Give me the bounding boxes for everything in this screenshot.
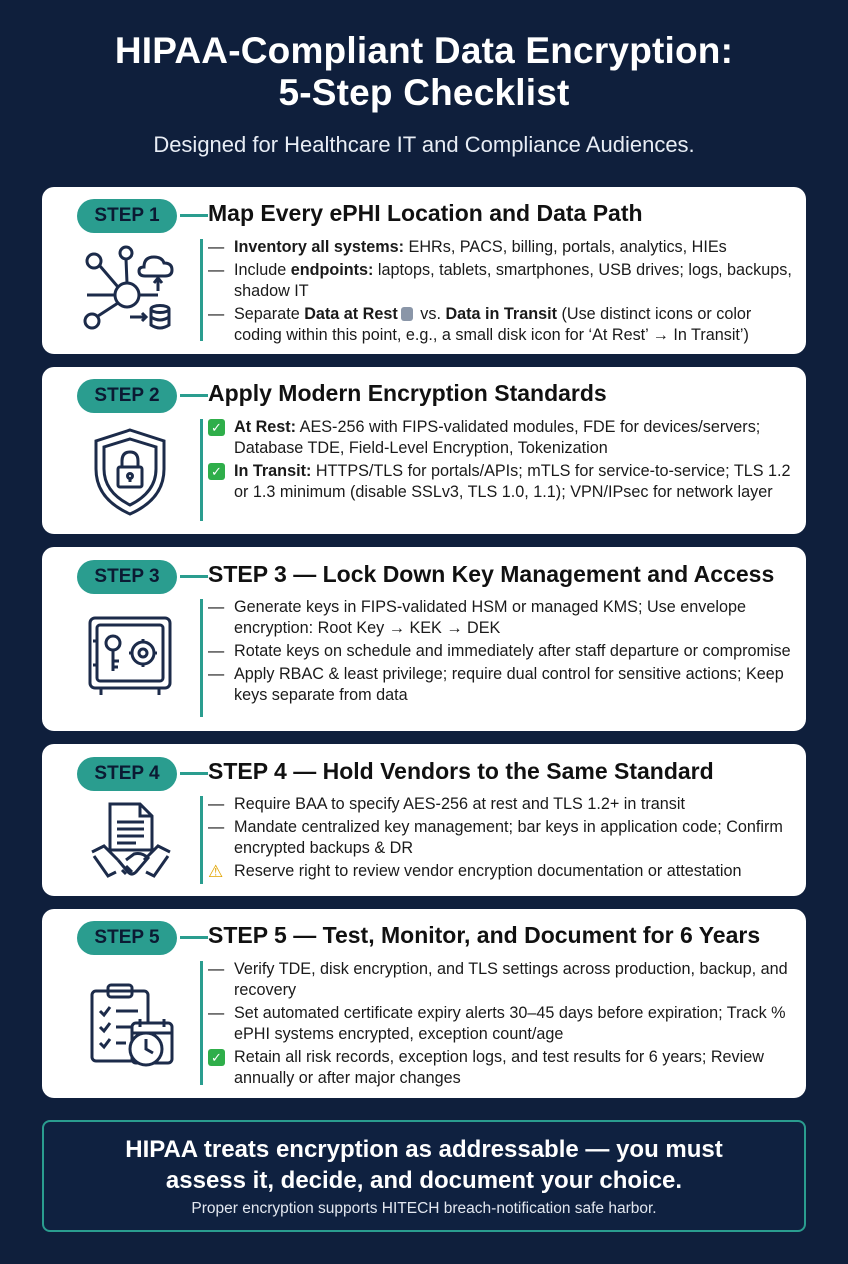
step-5-items: [208, 959, 794, 1089]
item-text: Separate: [234, 305, 305, 323]
item-bold-label: Data in Transit: [445, 305, 557, 323]
step-3-title: STEP 3 — Lock Down Key Management and Access: [208, 561, 775, 587]
item-text: Rotate keys on schedule and immediately after staff departure or compromise: [234, 642, 791, 660]
check-icon: ✓: [208, 419, 225, 436]
item-text: Reserve right to review vendor encryption documentation or attestation: [234, 862, 742, 880]
title-line-1: HIPAA-Compliant Data Encryption:: [114, 30, 734, 71]
title-line-2: 5-Step Checklist: [278, 72, 570, 113]
safe-key-icon: [87, 615, 173, 699]
step-1-badge: STEP 1: [77, 199, 177, 233]
step-divider: [200, 239, 203, 341]
footer-note: Proper encryption supports HITECH breach-notification safe harbor.: [191, 1200, 657, 1217]
badge-connector: [180, 575, 208, 578]
item-text: EHRs, PACS, billing, portals, analytics, HIEs: [404, 238, 727, 256]
list-item: [208, 817, 794, 859]
step-1-title: Map Every ePHI Location and Data Path: [208, 200, 643, 226]
step-3-items: [208, 597, 794, 706]
list-item: [208, 1003, 794, 1045]
dash-bullet: —: [208, 238, 225, 256]
list-item: [208, 597, 794, 639]
step-4-badge: STEP 4: [77, 757, 177, 791]
item-text: AES-256 with FIPS-validated modules, FDE for devices/servers; Database TDE, Field-Level Encryption, Tokenization: [234, 418, 761, 457]
item-text: (Use distinct icons or color coding within this point, e.g., a small disk icon for ‘At Rest’ → In Transit’): [234, 305, 752, 344]
item-text: Require BAA to specify AES-256 at rest and TLS 1.2+ in transit: [234, 795, 685, 813]
list-item: [208, 664, 794, 706]
step-3-badge: STEP 3: [77, 560, 177, 594]
dash-bullet: —: [208, 261, 225, 279]
list-item: [208, 260, 794, 302]
badge-connector: [180, 772, 208, 775]
step-5-title: STEP 5 — Test, Monitor, and Document for 6 Years: [208, 922, 761, 948]
badge-connector: [180, 214, 208, 217]
step-2-items: [208, 417, 794, 503]
list-item: [208, 641, 794, 662]
footer-line-2: assess it, decide, and document your choice.: [165, 1167, 683, 1194]
step-2-card: [42, 367, 806, 534]
step-4-items: [208, 794, 794, 882]
check-icon: ✓: [208, 463, 225, 480]
clipboard-calendar-clock-icon: [88, 981, 178, 1071]
dash-bullet: —: [208, 665, 225, 683]
dash-bullet: —: [208, 598, 225, 616]
item-bold-label: In Transit:: [234, 462, 312, 480]
dash-bullet: —: [208, 642, 225, 660]
badge-connector: [180, 394, 208, 397]
handshake-document-icon: [88, 800, 174, 886]
item-text: Include: [234, 261, 291, 279]
step-4-title: STEP 4 — Hold Vendors to the Same Standard: [208, 758, 714, 784]
item-text: Apply RBAC & least privilege; require dual control for sensitive actions; Keep keys separate from data: [234, 665, 784, 704]
list-item: [208, 794, 794, 815]
step-2-title: Apply Modern Encryption Standards: [208, 380, 607, 406]
step-divider: [200, 419, 203, 521]
item-text: Set automated certificate expiry alerts 30–45 days before expiration; Track % ePHI systems encrypted, exception count/age: [234, 1004, 786, 1043]
step-5-badge: STEP 5: [77, 921, 177, 955]
dash-bullet: —: [208, 960, 225, 978]
footer-line-1: HIPAA treats encryption as addressable — you must: [125, 1136, 723, 1163]
badge-connector: [180, 936, 208, 939]
footer-headline: [44, 1134, 804, 1196]
dash-bullet: —: [208, 1004, 225, 1022]
item-bold-label: Inventory all systems:: [234, 238, 405, 256]
network-nodes-icon: [82, 245, 178, 337]
list-item: [208, 959, 794, 1001]
dash-bullet: —: [208, 305, 225, 323]
list-item: [208, 237, 794, 258]
item-bold-label: At Rest:: [234, 418, 297, 436]
step-2-badge: STEP 2: [77, 379, 177, 413]
step-divider: [200, 796, 203, 884]
dash-bullet: —: [208, 818, 225, 836]
step-1-items: [208, 237, 794, 346]
item-text: HTTPS/TLS for portals/APIs; mTLS for service-to-service; TLS 1.2 or 1.3 minimum (disable SSLv3, TLS 1.0, 1.1); VPN/IPsec for network layer: [234, 462, 791, 501]
item-text: Generate keys in FIPS-validated HSM or managed KMS; Use envelope encryption: Root Key → KEK → DEK: [234, 598, 746, 637]
item-text: Retain all risk records, exception logs, and test results for 6 years; Review annually or after major changes: [234, 1048, 764, 1087]
dash-bullet: —: [208, 795, 225, 813]
step-3-card: [42, 547, 806, 731]
warning-icon: ⚠: [208, 862, 224, 881]
list-item: [208, 461, 794, 503]
step-1-card: [42, 187, 806, 354]
list-item: [208, 417, 794, 459]
item-bold-label: Data at Rest: [304, 305, 398, 323]
page-title: [0, 30, 848, 114]
item-text: laptops, tablets, smartphones, USB drives; logs, backups, shadow IT: [234, 261, 792, 300]
page-subtitle: Designed for Healthcare IT and Compliance Audiences.: [153, 132, 695, 157]
step-divider: [200, 961, 203, 1085]
list-item: [208, 1047, 794, 1089]
step-divider: [200, 599, 203, 717]
footer-callout: [42, 1120, 806, 1232]
shield-lock-icon: [92, 427, 168, 517]
step-5-card: [42, 909, 806, 1098]
disk-icon: [401, 307, 413, 321]
item-text: vs.: [415, 305, 446, 323]
check-icon: ✓: [208, 1049, 225, 1066]
item-bold-label: endpoints:: [290, 261, 374, 279]
item-text: Mandate centralized key management; bar keys in application code; Confirm encrypted backups & DR: [234, 818, 783, 857]
list-item: [208, 304, 794, 346]
item-text: Verify TDE, disk encryption, and TLS settings across production, backup, and recovery: [234, 960, 788, 999]
step-4-card: [42, 744, 806, 896]
list-item: [208, 861, 794, 882]
